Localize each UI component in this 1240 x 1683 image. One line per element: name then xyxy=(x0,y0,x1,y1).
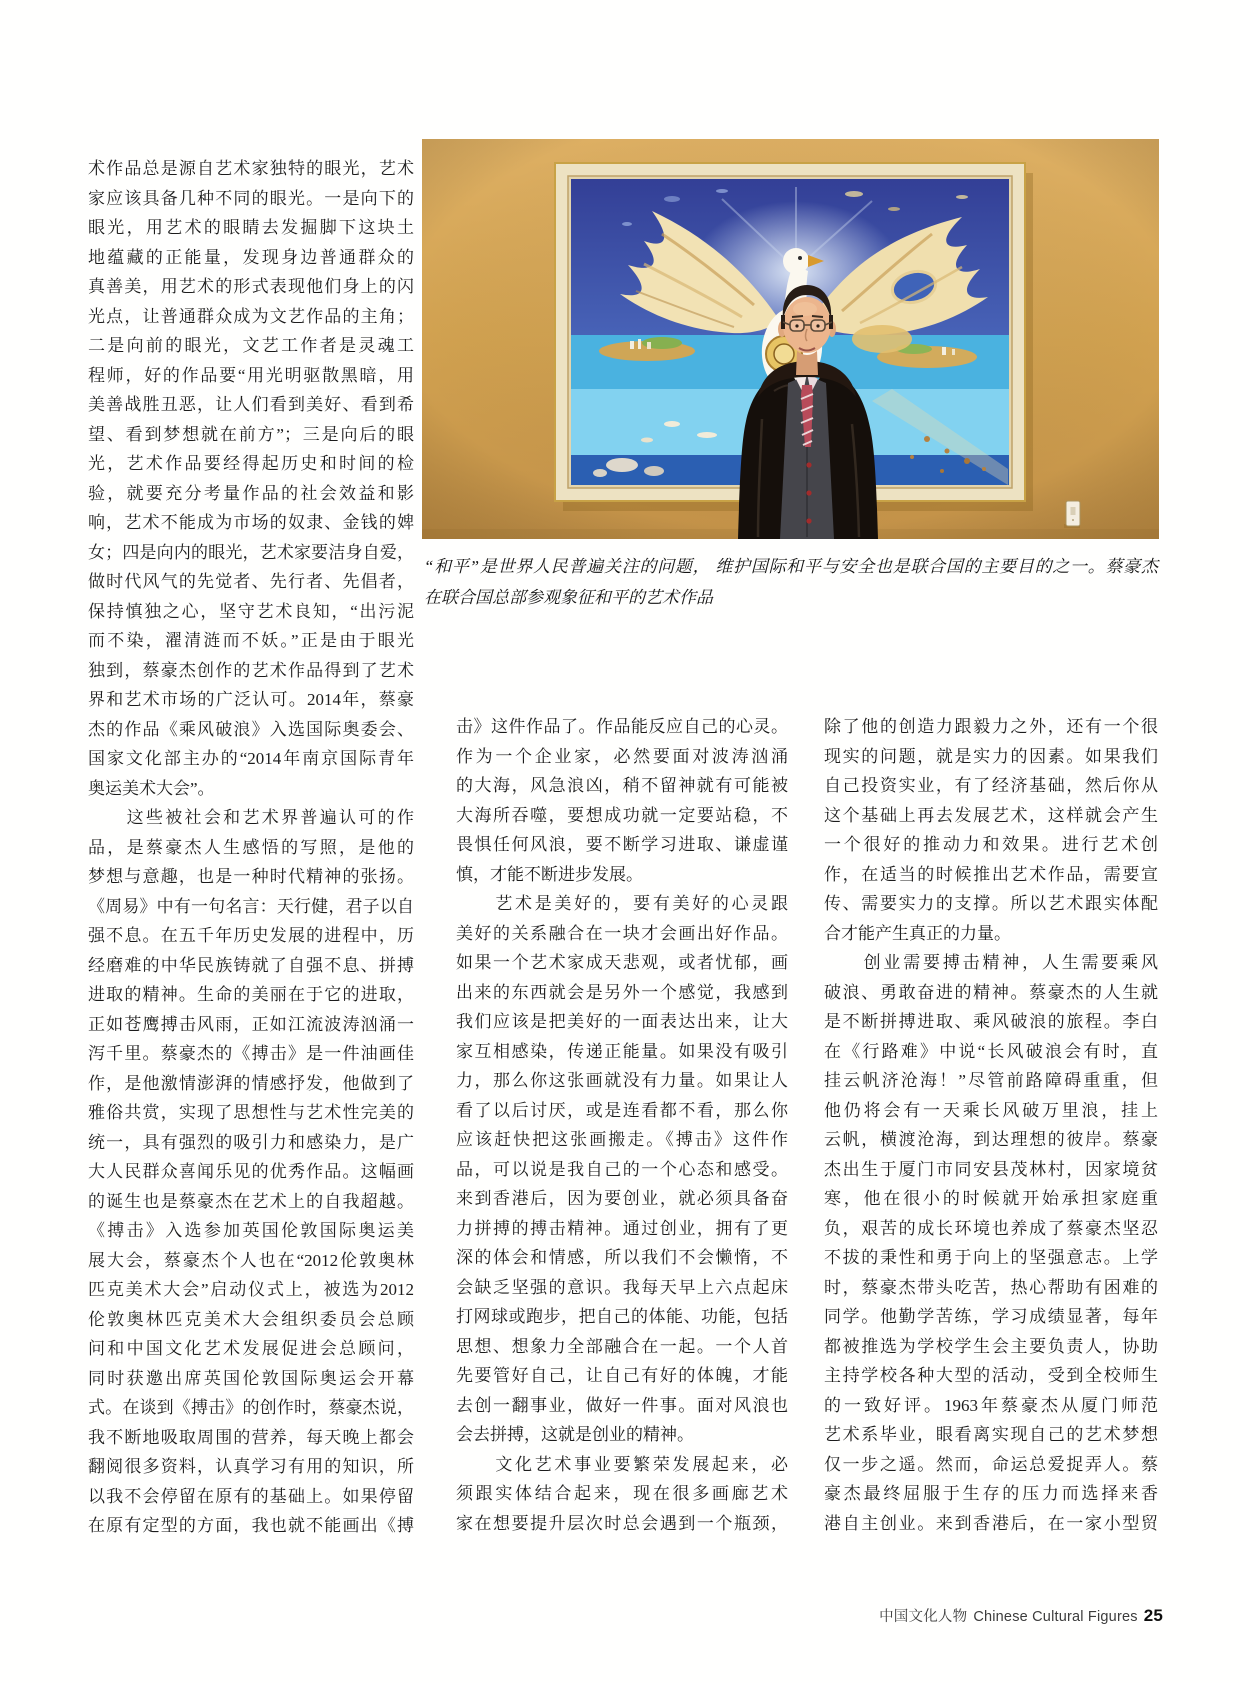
text-line: 保持慎独之心，坚守艺术良知，“出污泥 xyxy=(88,601,414,621)
text-line: 文化艺术事业要繁荣发展起来，必 xyxy=(456,1454,788,1474)
vest-button xyxy=(806,518,811,523)
text-line: 地蕴藏的正能量，发现身边普通群众的 xyxy=(88,247,414,267)
text-line: 在联合国总部参观象征和平的艺术作品 xyxy=(424,588,713,607)
text-line: 美善战胜丑恶，让人们看到美好、看到希 xyxy=(88,395,414,414)
text-line: 现实的问题，就是实力的因素。如果我们 xyxy=(824,746,1158,766)
text-line: 先要管好自己，让自己有好的体魄，才能 xyxy=(456,1366,788,1385)
text-line: 艺术系毕业，眼看离实现自己的艺术梦想 xyxy=(824,1425,1158,1444)
text-line: 美好的关系融合在一块才会画出好作品。 xyxy=(456,923,788,943)
text-line: 在原有定型的方面，我也就不能画出《搏 xyxy=(88,1516,414,1535)
text-line: 验，就要充分考量作品的社会效益和影 xyxy=(88,483,414,503)
text-line: 豪杰最终屈服于生存的压力而选择来香 xyxy=(824,1484,1158,1503)
text-line: 真善美，用艺术的形式表现他们身上的闪 xyxy=(88,277,414,296)
text-line: 雅俗共赏，实现了思想性与艺术性完美的 xyxy=(88,1103,414,1122)
text-line: 强不息。在五千年历史发展的进程中，历 xyxy=(88,926,414,945)
text-line: 《搏击》入选参加英国伦敦国际奥运美 xyxy=(88,1221,414,1240)
text-line: 问和中国文化艺术发展促进会总顾问， xyxy=(88,1339,414,1358)
text-line: 奥运美术大会”。 xyxy=(88,778,215,798)
text-line: 畏惧任何风浪，要不断学习进取、谦虚谨 xyxy=(456,835,788,854)
text-line: 艺术是美好的，要有美好的心灵跟 xyxy=(456,894,788,913)
text-line: 国家文化部主办的“2014年南京国际青年 xyxy=(88,749,414,768)
dove-eye xyxy=(798,256,802,260)
text-line: 的诞生也是蔡豪杰在艺术上的自我超越。 xyxy=(88,1191,414,1211)
text-line: 光点，让普通群众成为文艺作品的主角； xyxy=(88,306,414,326)
text-line: 合才能产生真正的力量。 xyxy=(824,923,1011,943)
text-line: 我不断地吸取周围的营养，每天晚上都会 xyxy=(88,1427,414,1447)
photo-exhibit xyxy=(422,139,1159,539)
text-line: 须跟实体结合起来，现在很多画廊艺术 xyxy=(456,1484,788,1503)
text-line: 不拔的秉性和勇于向上的坚强意志。上学 xyxy=(824,1248,1158,1267)
text-line: 时，蔡豪杰带头吃苦，热心帮助有困难的 xyxy=(824,1277,1158,1297)
text-line: 会去拼搏，这就是创业的精神。 xyxy=(456,1425,694,1444)
text-line: 创业需要搏击精神，人生需要乘风 xyxy=(824,953,1158,972)
text-line: 我们应该是把美好的一面表达出来，让大 xyxy=(456,1012,788,1031)
article-column-left xyxy=(88,154,414,1541)
text-line: 同学。他勤学苦练，学习成绩显著，每年 xyxy=(824,1307,1158,1326)
text-line: 家在想要提升层次时总会遇到一个瓶颈， xyxy=(456,1513,788,1533)
text-line: 进取的精神。生命的美丽在于它的进取， xyxy=(88,985,414,1004)
text-line: 望、看到梦想就在前方”；三是向后的眼 xyxy=(88,424,414,444)
text-line: 一个很好的推动力和效果。进行艺术创 xyxy=(824,835,1158,854)
text-line: 做时代风气的先觉者、先行者、先倡者， xyxy=(88,572,414,591)
text-line: 家应该具备几种不同的眼光。一是向下的 xyxy=(88,188,414,208)
text-line: 大海所吞噬，要想成功就一定要站稳，不 xyxy=(456,805,788,825)
text-line: 伦敦奥林匹克美术大会组织委员会总顾 xyxy=(88,1309,414,1329)
text-line: 杰出生于厦门市同安县茂林村，因家境贫 xyxy=(824,1159,1158,1179)
text-line: 主持学校各种大型的活动，受到全校师生 xyxy=(824,1366,1158,1385)
text-line: 展大会，蔡豪杰个人也在“2012伦敦奥林 xyxy=(88,1250,414,1270)
text-line: 大人民群众喜闻乐见的优秀作品。这幅画 xyxy=(88,1162,414,1181)
text-line: 女；四是向内的眼光，艺术家要洁身自爱， xyxy=(88,542,414,562)
text-line: 如果一个艺术家成天悲观，或者忧郁，画 xyxy=(456,953,788,972)
footer-magazine-name-en: Chinese Cultural Figures xyxy=(973,1609,1138,1625)
text-line: 自己投资实业，有了经济基础，然后你从 xyxy=(824,776,1158,795)
text-line: 力拼搏的搏击精神。通过创业，拥有了更 xyxy=(456,1218,788,1238)
text-line: 界和艺术市场的广泛认可。2014年，蔡豪 xyxy=(88,690,414,709)
text-line: 响，艺术不能成为市场的奴隶、金钱的婢 xyxy=(88,513,414,532)
text-line: 家互相感染，传递正能量。如果没有吸引 xyxy=(456,1041,788,1061)
vest-button xyxy=(806,462,811,467)
text-line: 击》这件作品了。作品能反应自己的心灵。 xyxy=(456,717,788,736)
text-line: 程师，好的作品要“用光明驱散黑暗，用 xyxy=(88,365,414,385)
text-line: 独到，蔡豪杰创作的艺术作品得到了艺术 xyxy=(88,660,414,680)
text-line: 统一，具有强烈的吸引力和感染力，是广 xyxy=(88,1132,414,1152)
text-line: 挂云帆济沧海！”尽管前路障碍重重，但 xyxy=(824,1071,1158,1090)
text-line: 去创一翻事业，做好一件事。面对风浪也 xyxy=(456,1395,788,1415)
photo-scene xyxy=(422,139,1159,539)
text-line: 经磨难的中华民族铸就了自强不息、拼搏 xyxy=(88,955,414,975)
text-line: 二是向前的眼光，文艺工作者是灵魂工 xyxy=(88,336,414,355)
text-line: 翻阅很多资料，认真学习有用的知识，所 xyxy=(88,1457,414,1476)
text-line: 而不染，濯清涟而不妖。”正是由于眼光 xyxy=(88,631,414,650)
text-line: 思想、想象力全部融合在一起。一个人首 xyxy=(456,1336,788,1356)
text-line: 会缺乏坚强的意识。我每天早上六点起床 xyxy=(456,1277,788,1297)
text-line: 以我不会停留在原有的基础上。如果停留 xyxy=(88,1486,414,1506)
text-line: 术作品总是源自艺术家独特的眼光，艺术 xyxy=(88,159,414,178)
text-line: 正如苍鹰搏击风雨，正如江流波涛汹涌一 xyxy=(88,1014,414,1034)
article-column-middle xyxy=(456,712,788,1538)
text-line: 慎，才能不断进步发展。 xyxy=(456,864,643,884)
vest-button xyxy=(806,490,811,495)
text-line: 来到香港后，因为要创业，就必须具备奋 xyxy=(456,1189,788,1208)
light-switch xyxy=(1064,501,1080,528)
text-line: 《周易》中有一句名言：天行健，君子以自 xyxy=(88,896,414,916)
text-line: 同时获邀出席英国伦敦国际奥运会开幕 xyxy=(88,1368,414,1388)
text-line: 作，在适当的时候推出艺术作品，需要宣 xyxy=(824,864,1158,884)
text-line: 负，艰苦的成长环境也养成了蔡豪杰坚忍 xyxy=(824,1218,1158,1238)
text-line: 深的体会和情感，所以我们不会懒惰，不 xyxy=(456,1248,788,1267)
photo-caption xyxy=(424,551,1158,613)
text-line: 是不断拼搏进取、乘风破浪的旅程。李白 xyxy=(824,1012,1158,1031)
text-line: 寒，他在很小的时候就开始承担家庭重 xyxy=(824,1189,1158,1208)
text-line: “和平”是世界人民普遍关注的问题， 维护国际和平与安全也是联合国的主要目的之一。蔡豪杰 xyxy=(424,557,1158,576)
text-line: 这个基础上再去发展艺术，这样就会产生 xyxy=(824,805,1158,825)
text-line: 眼光，用艺术的眼睛去发掘脚下这块土 xyxy=(88,218,414,237)
text-line: 在《行路难》中说“长风破浪会有时，直 xyxy=(824,1041,1158,1061)
text-line: 破浪、勇敢奋进的精神。蔡豪杰的人生就 xyxy=(824,982,1158,1002)
text-line: 式。在谈到《搏击》的创作时，蔡豪杰说， xyxy=(88,1398,414,1417)
text-line: 除了他的创造力跟毅力之外，还有一个很 xyxy=(824,717,1158,736)
text-line: 泻千里。蔡豪杰的《搏击》是一件油画佳 xyxy=(88,1044,414,1063)
text-line: 品，可以说是我自己的一个心态和感受。 xyxy=(456,1159,788,1179)
text-line: 他仍将会有一天乘长风破万里浪，挂上 xyxy=(824,1100,1158,1120)
text-line: 的大海，风急浪凶，稍不留神就有可能被 xyxy=(456,776,788,795)
text-line: 港自主创业。来到香港后，在一家小型贸 xyxy=(824,1513,1158,1533)
text-line: 这些被社会和艺术界普遍认可的作 xyxy=(88,808,414,827)
text-line: 作，是他激情澎湃的情感抒发，他做到了 xyxy=(88,1073,414,1093)
text-line: 出来的东西就会是另外一个感觉，我感到 xyxy=(456,982,788,1002)
text-line: 看了以后讨厌，或是连看都不看，那么你 xyxy=(456,1100,788,1120)
text-line: 的一致好评。1963年蔡豪杰从厦门师范 xyxy=(824,1395,1158,1415)
text-line: 匹克美术大会”启动仪式上，被选为2012 xyxy=(88,1280,414,1299)
text-line: 打网球或跑步，把自己的体能、功能，包括 xyxy=(456,1307,788,1326)
page-footer xyxy=(879,1605,1163,1626)
text-line: 仅一步之遥。然而，命运总爱捉弄人。蔡 xyxy=(824,1454,1158,1474)
footer-page-number: 25 xyxy=(1143,1606,1163,1625)
text-line: 应该赶快把这张画搬走。《搏击》这件作 xyxy=(456,1130,788,1149)
text-line: 杰的作品《乘风破浪》入选国际奥委会、 xyxy=(88,719,414,739)
text-line: 光，艺术作品要经得起历史和时间的检 xyxy=(88,454,414,473)
text-line: 都被推选为学校学生会主要负责人，协助 xyxy=(824,1336,1158,1356)
text-line: 梦想与意趣，也是一种时代精神的张扬。 xyxy=(88,867,414,886)
text-line: 作为一个企业家，必然要面对波涛汹涌 xyxy=(456,746,788,766)
text-line: 云帆，横渡沧海，到达理想的彼岸。蔡豪 xyxy=(824,1130,1158,1149)
text-line: 力，那么你这张画就没有力量。如果让人 xyxy=(456,1071,788,1090)
article-column-right xyxy=(824,712,1158,1538)
text-line: 品，是蔡豪杰人生感悟的写照，是他的 xyxy=(88,837,414,857)
footer-magazine-name-cn: 中国文化人物 xyxy=(879,1609,968,1625)
text-line: 传、需要实力的支撑。所以艺术跟实体配 xyxy=(824,894,1158,913)
